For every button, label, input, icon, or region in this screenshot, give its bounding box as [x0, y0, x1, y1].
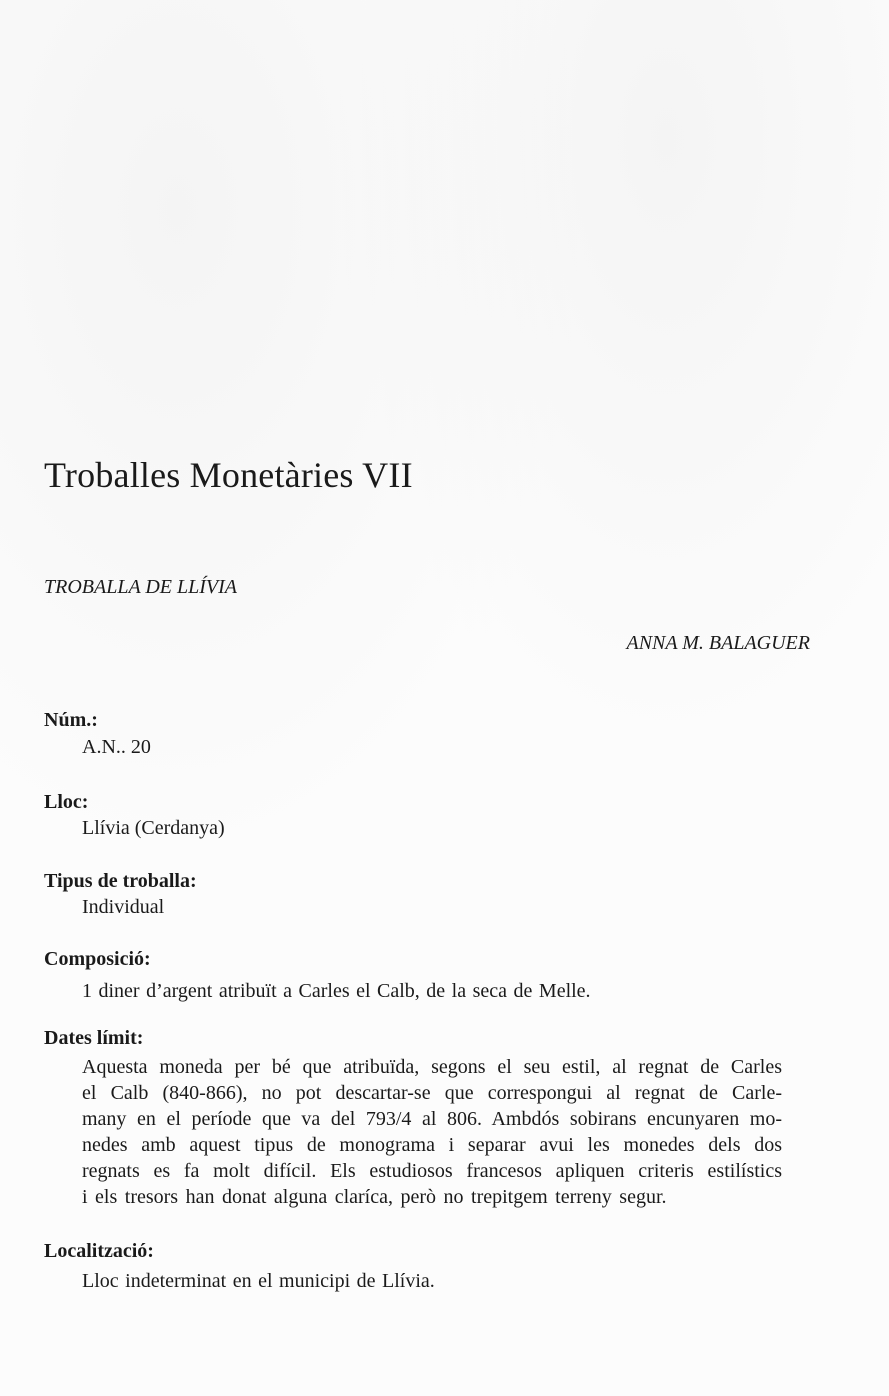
field-localitzacio-value: Lloc indeterminat en el municipi de Llívia.: [82, 1270, 435, 1292]
paragraph-line: Aquesta moneda per bé que atribuïda, segons el seu estil, al regnat de Carles: [82, 1056, 782, 1078]
field-num-label: Núm.:: [44, 709, 98, 731]
field-tipus-value: Individual: [82, 896, 165, 918]
document-title: Troballes Monetàries VII: [44, 455, 413, 495]
field-localitzacio-label: Localització:: [44, 1240, 154, 1262]
paragraph-line: regnats es fa molt difícil. Els estudiosos francesos apliquen criteris estilístics: [82, 1160, 782, 1182]
field-lloc-label: Lloc:: [44, 791, 89, 813]
paragraph-line: el Calb (840-866), no pot descartar-se que correspongui al regnat de Carle-: [82, 1082, 782, 1104]
field-composicio-value: 1 diner d’argent atribuït a Carles el Calb, de la seca de Melle.: [82, 980, 591, 1002]
paragraph-line: many en el període que va del 793/4 al 806. Ambdós sobirans encunyaren mo-: [82, 1108, 782, 1130]
paragraph-line: i els tresors han donat alguna claríca, però no trepitgem terreny segur.: [82, 1186, 667, 1208]
field-composicio-label: Composició:: [44, 948, 151, 970]
field-dates-paragraph: [82, 1054, 782, 1210]
field-dates-label: Dates límit:: [44, 1027, 144, 1049]
paragraph-line: nedes amb aquest tipus de monograma i separar avui les monedes dels dos: [82, 1134, 782, 1156]
document-author: ANNA M. BALAGUER: [626, 632, 810, 654]
field-lloc-value: Llívia (Cerdanya): [82, 817, 225, 839]
document-subtitle: TROBALLA DE LLÍVIA: [44, 576, 237, 598]
field-num-value: A.N.. 20: [82, 736, 151, 758]
field-tipus-label: Tipus de troballa:: [44, 870, 197, 892]
